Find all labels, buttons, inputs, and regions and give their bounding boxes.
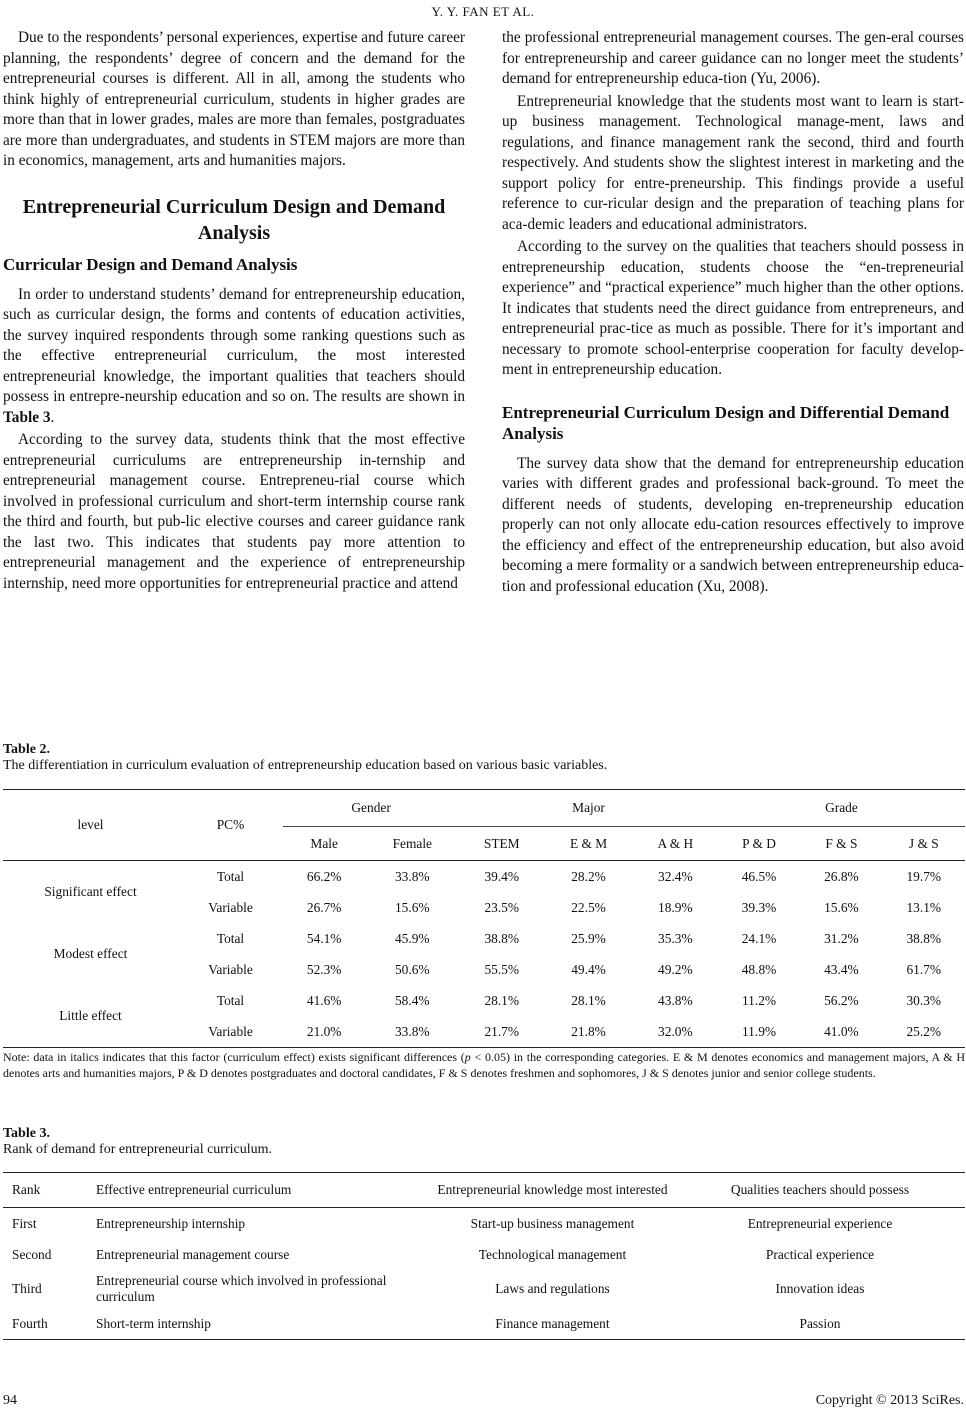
table2-cell: 54.1% (306, 930, 342, 946)
table2-cell: 28.1% (571, 992, 606, 1008)
table2-cell: 23.5% (484, 899, 520, 915)
table2-header-level: level (3, 790, 178, 861)
table2-cell: 21.0% (283, 1016, 365, 1048)
table2-cell: 32.0% (633, 1016, 718, 1048)
table2-cell: 26.8% (824, 868, 859, 884)
table3-cell: Third (12, 1281, 42, 1296)
table3-cell: Technological management (478, 1246, 627, 1262)
table3-cell: Laws and regulations (495, 1281, 610, 1296)
table2-cell: 26.7% (306, 899, 342, 915)
table2-cell: 50.6% (394, 961, 430, 977)
table3-cell: Passion (675, 1308, 965, 1340)
table3-cell: Short-term internship (88, 1308, 430, 1340)
note-text: Note: data in italics indicates that this factor (curriculum effect) exists significant differences ( (3, 1050, 465, 1064)
table2-cell: 15.6% (824, 899, 859, 915)
table2-label: Table 2. (3, 742, 50, 757)
table2-cell: 66.2% (306, 868, 342, 884)
table3-caption-block (3, 1126, 965, 1158)
running-head: Y. Y. FAN ET AL. (431, 4, 535, 19)
table2-note (3, 1049, 965, 1081)
table3-cell: Start-up business management (470, 1215, 635, 1231)
table3-header: Entrepreneurial knowledge most interested (430, 1173, 675, 1208)
table2-cell: 11.2% (741, 992, 777, 1008)
table3-header: Rank (3, 1173, 88, 1208)
left-column (3, 28, 465, 594)
table2-cell: 61.7% (906, 961, 942, 977)
table-row (3, 985, 965, 1016)
table2-cell: 48.8% (741, 961, 777, 977)
table2-cell: 21.7% (459, 1016, 544, 1048)
body-paragraph: the professional entrepreneurial management courses. The gen-eral courses for entrepreneurship and career guidance can no longer meet the students’ demand for entrepreneurship educa-tion (Yu, 2006). (502, 29, 964, 87)
table-row (3, 1308, 965, 1340)
table2-cell: 55.5% (484, 961, 520, 977)
table3-cell: Second (12, 1246, 52, 1262)
table-row (3, 923, 965, 954)
table2-cell: 45.9% (394, 930, 430, 946)
table3-cell: Innovation ideas (775, 1281, 865, 1296)
table2-pc-cell: Variable (208, 961, 253, 977)
table3-cell: First (12, 1215, 37, 1231)
table2-cell: 49.4% (571, 961, 606, 977)
table-row (3, 1208, 965, 1240)
table2-cell: 13.1% (906, 899, 942, 915)
table2-cell: 43.4% (824, 961, 859, 977)
table2-subheader: E & M (544, 827, 633, 861)
table2-header-gender: Gender (283, 790, 459, 827)
table2-cell: 33.8% (394, 868, 430, 884)
table2-subheader: Male (283, 827, 365, 861)
table2-cell: 25.2% (883, 1016, 965, 1048)
table2 (3, 789, 965, 1048)
table2-cell: 58.4% (394, 992, 430, 1008)
table2-cell: 38.8% (484, 930, 520, 946)
copyright-notice: Copyright © 2013 SciRes. (815, 1393, 964, 1408)
table2-cell: 46.5% (741, 868, 777, 884)
table-row (3, 861, 965, 893)
table2-cell: 35.3% (658, 930, 693, 946)
table2-pc-cell: Total (216, 992, 245, 1008)
table3-cell: Practical experience (765, 1246, 875, 1262)
table2-subheader: F & S (800, 827, 882, 861)
table2-cell: 38.8% (906, 930, 942, 946)
table2-cell: 15.6% (394, 899, 430, 915)
section-title: Entrepreneurial Curriculum Design and Demand Analysis (22, 195, 446, 244)
table2-cell: 43.8% (658, 992, 693, 1008)
subsection-title: Curricular Design and Demand Analysis (3, 254, 298, 274)
table2-cell: 24.1% (741, 930, 777, 946)
table3-cell: Fourth (3, 1308, 88, 1340)
note-text: < 0.05) in the corresponding categories. E & M denotes economics and management majors, A & H denotes arts and humanities majors, P & D denotes postgraduates and doctoral candidates, F & S denotes freshmen and sophomores, J & S denotes junior and senior college students. (3, 1050, 965, 1080)
table2-cell: 52.3% (306, 961, 342, 977)
table3-header: Effective entrepreneurial curriculum (88, 1173, 430, 1208)
body-paragraph: The survey data show that the demand for entrepreneurship education varies with different grades and professional back-ground. To meet the different needs of students, developing en-trepreneurship education properly can not only allocate edu-cation resources effectively to improve the efficiency and effect of the entrepreneurship education, but also avoid becoming a mere formality or a sandwich between entrepreneurship educa-tion and professional education (Xu, 2008). (502, 454, 964, 595)
table2-pc-cell: Variable (178, 1016, 283, 1048)
table-row (3, 1270, 965, 1308)
table2-pc-cell: Variable (208, 899, 253, 915)
table2-level-cell: Little effect (3, 985, 178, 1048)
table2-cell: 30.3% (906, 992, 942, 1008)
table-row (3, 1239, 965, 1270)
paragraph-end: . (50, 408, 55, 426)
table2-pc-cell: Total (216, 868, 245, 884)
table3-label: Table 3. (3, 1126, 50, 1141)
right-column (502, 28, 964, 597)
body-paragraph: Due to the respondents’ personal experiences, expertise and future career planning, the respondents’ degree of concern and the demand for the entrepreneurial courses is different. All in all, among the students who think highly of entrepreneurial curriculum, students in higher grades are more than that in lower grades, males are more than females, postgraduates are more than undergraduates, and students in STEM majors are more than in economics, management, arts and humanities majors. (3, 29, 465, 169)
table2-level-cell: Modest effect (53, 946, 128, 961)
table2-cell: 21.8% (544, 1016, 633, 1048)
body-paragraph: Entrepreneurial knowledge that the students most want to learn is start-up business management. Technological manage-ment, laws and regulations, and finance management rank the second, third and fourth respectively. And students show the slightest interest in marketing and the support policy for entre-preneurship. This findings provide a useful reference to cur-ricular design and the preparation of teaching plans for aca-demic leaders and educational administrators. (502, 92, 964, 233)
table2-subheader: STEM (459, 827, 544, 861)
table2-caption: The differentiation in curriculum evaluation of entrepreneurship education based on various basic variables. (3, 758, 608, 773)
table2-caption-block (3, 742, 965, 774)
table2-cell: 41.6% (306, 992, 342, 1008)
table2-cell: 22.5% (571, 899, 606, 915)
table2-cell: 39.4% (484, 868, 520, 884)
table2-cell: 18.9% (658, 899, 693, 915)
table2-level-cell: Significant effect (44, 884, 137, 899)
table2-header-major: Major (459, 790, 718, 827)
table2-subheader: P & D (718, 827, 800, 861)
table2-cell: 28.1% (484, 992, 520, 1008)
body-paragraph (3, 285, 465, 429)
note-p-symbol: p (464, 1050, 471, 1064)
table2-cell: 31.2% (824, 930, 859, 946)
table2-cell: 25.9% (571, 930, 606, 946)
page-number: 94 (3, 1393, 17, 1408)
table3 (3, 1172, 965, 1340)
table-reference-link[interactable]: Table 3 (3, 408, 51, 426)
table3-caption: Rank of demand for entrepreneurial curriculum. (3, 1142, 273, 1157)
table2-cell: 39.3% (741, 899, 777, 915)
table3-cell: Entrepreneurial management course (96, 1246, 290, 1262)
table2-header-pc: PC% (178, 790, 283, 861)
table3-cell: Entrepreneurial course which involved in professional curriculum (96, 1273, 387, 1304)
table2-cell: 11.9% (718, 1016, 800, 1048)
body-paragraph: According to the survey on the qualities that teachers should possess in entrepreneurship education, students choose the “en-trepreneurial experience” and “practical experience” much higher than the other options. It indicates that students need the direct guidance from entrepreneurs, and entrepreneurial prac-tice as much as possible. There for it’s important and necessary to promote school-enterprise cooperation for faculty develop-ment in entrepreneurship education. (502, 238, 964, 378)
table2-subheader: A & H (633, 827, 718, 861)
table2-cell: 33.8% (365, 1016, 459, 1048)
table2-subheader: Female (365, 827, 459, 861)
table2-cell: 49.2% (658, 961, 693, 977)
paragraph-text: In order to understand students’ demand for entrepreneurship education, such as curricular design, the forms and contents of education activities, the survey inquired respondents through some ranking questions such as the effective entrepreneurial curriculum, the most interested entrepreneurial knowledge, the important qualities that teachers should possess in entrepre-neurship education and so on. The results are shown in (3, 285, 465, 405)
table3-cell: Entrepreneurial experience (747, 1215, 893, 1231)
table3-cell: Entrepreneurship internship (96, 1215, 246, 1231)
table2-cell: 41.0% (800, 1016, 882, 1048)
table2-subheader: J & S (883, 827, 965, 861)
table2-cell: 56.2% (824, 992, 859, 1008)
table3-header: Qualities teachers should possess (675, 1173, 965, 1208)
subsection-title: Entrepreneurial Curriculum Design and Differential Demand Analysis (502, 402, 950, 443)
table2-cell: 32.4% (658, 868, 693, 884)
table3-cell: Finance management (430, 1308, 675, 1340)
table2-header-grade: Grade (718, 790, 965, 827)
body-paragraph: According to the survey data, students think that the most effective entrepreneurial curriculums are entrepreneurship in-ternship and entrepreneurial management course. Entrepreneu-rial course which involved in professional curriculum and short-term internship course rank the third and fourth, but pub-lic elective courses and career guidance rank the last two. This indicates that students pay more attention to entrepreneurial management and the experience of entrepreneurship internship, need more opportunities for entrepreneurial practice and attend (3, 431, 465, 592)
table2-cell: 19.7% (906, 868, 942, 884)
table2-pc-cell: Total (216, 930, 245, 946)
table2-cell: 28.2% (571, 868, 606, 884)
